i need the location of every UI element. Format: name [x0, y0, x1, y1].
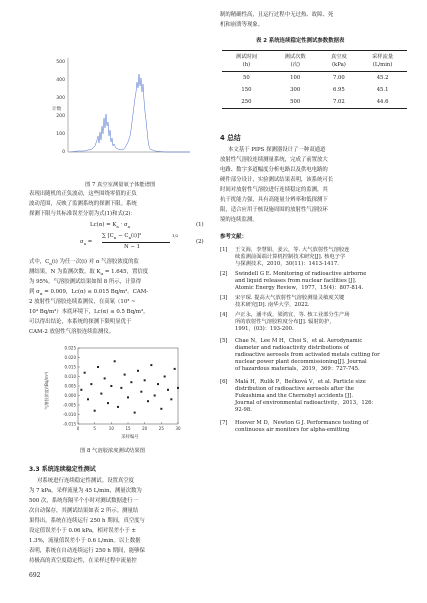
paragraph-line: 对系统进行连续稳定性测试。设置真空度 [37, 478, 135, 484]
reference-line: nuclear power plant decommissioning[J]. Journal [235, 359, 367, 366]
fig8-xtick-label: 15 [125, 426, 131, 431]
equation-2-lhs-sub: a [83, 241, 87, 247]
table-cell: 45.1 [376, 87, 389, 93]
reference-line: 王文海，李慧娟，姜云，等. 大气放射性气溶胶连 [235, 247, 350, 253]
fig8-xlabel: 采样编号 [121, 435, 139, 440]
figure-8-caption: 图 8 气溶胶浓度测试结果图 [80, 448, 146, 454]
reference-item [220, 295, 415, 310]
reference-line: 续监测前面端计算机控制技术研究[J]. 核电子学 [235, 254, 346, 261]
paragraph-line: 为 7 kPa，采样流量为 45 L/min，测量次数为 [29, 488, 142, 494]
table-cell: 6.95 [333, 87, 345, 93]
table-cell: 100 [290, 75, 301, 81]
table-cell: 250 [222, 96, 271, 109]
fig8-xtick-label: 20 [142, 426, 148, 431]
reference-body [235, 420, 413, 434]
equation-1-sub: a [116, 224, 119, 230]
figure-8 [38, 340, 208, 440]
paragraph-line: 果得出，系统在连续运行 250 h 期间，真空度与 [29, 518, 145, 524]
equation-2-num-sub: n [113, 235, 117, 241]
reference-line: 技术研究[D]. 南华大学，2022. [235, 302, 310, 309]
fig8-xtick-label: 5 [93, 426, 96, 431]
reference-line: diameter and radioactivity distributions of [235, 345, 349, 352]
fig8-data-point [84, 372, 86, 374]
paragraph-line: 时间对放射性气溶胶进行连续稳定的监测，其 [220, 187, 328, 193]
paragraph-line: 机和崩溃等现象。 [220, 22, 264, 28]
reference-line: radioactive aerosols from activated metals cutting for [235, 352, 380, 359]
fig8-ytick-label: 0.010 [64, 374, 76, 379]
fig8-data-point [104, 377, 106, 379]
reference-line: 宋宇琛. 提高大气放射性气溶胶测量灵敏度关键 [235, 295, 345, 301]
fig8-xtick-label: 0 [76, 426, 80, 431]
fig8-data-point [124, 374, 126, 376]
header-line: 采样流量 [371, 54, 394, 60]
reference-line: and liquid releases from nuclear facilities [J]. [235, 278, 357, 285]
table-cell: 50 [243, 75, 250, 81]
reference-body [235, 247, 413, 268]
table-cell: 150 [241, 87, 252, 93]
fig8-data-point [164, 376, 166, 378]
fig7-ytick: 400 [56, 78, 65, 83]
paragraph-line: CAM-2 放射性气溶胶连续监测仪。 [29, 329, 115, 335]
fig8-ytick-label: 0.005 [64, 383, 76, 389]
equation-2-power: 1/2 [172, 233, 179, 238]
text-sub: α [39, 291, 43, 297]
reference-item [220, 312, 415, 334]
paragraph-line: 波动范围，反映了监测系统的探测下限。系统 [29, 201, 137, 207]
paragraph-line [29, 269, 148, 277]
paragraph-line: 10⁴ Bq/m³）本底环境下，Lc(α) ≤ 0.5 Bq/m³， [29, 309, 149, 315]
fig8-data-point [87, 398, 89, 400]
equation-2-lhs [80, 239, 92, 247]
equation-2-num-b: − C [116, 233, 129, 239]
fig8-data-point [80, 389, 82, 391]
equation-1 [90, 222, 130, 230]
fig8-data-point [134, 412, 136, 414]
fig8-ytick-label: -0.005 [63, 402, 76, 408]
fig8-data-point [150, 364, 152, 366]
reference-line: 1991，(03)：193-200. [235, 326, 294, 333]
reference-number: [5] [220, 338, 228, 344]
text-run: = 1.645，置信度 [103, 269, 149, 275]
reference-line: 所的放射性气溶胶粒度分布[J]. 辐射防护， [235, 319, 335, 326]
fig8-xtick-label: 10 [108, 426, 114, 431]
fig8-ytick-label: -0.015 [63, 421, 76, 427]
fig8-data-point [137, 370, 139, 372]
reference-line: distribution of radioactive aerosols after the [235, 386, 354, 393]
reference-line: Chae N，Lee M H，Choi S，et al. Aerodynamic [235, 338, 363, 344]
reference-number: [2] [220, 271, 228, 277]
paragraph-line: 探测下限与其标准误差分别为式(1)和式(2)： [29, 211, 136, 217]
fig7-ylabel: 计数 [52, 107, 62, 112]
reference-body [235, 271, 413, 292]
reference-item [220, 420, 415, 435]
paragraph-line: 次自动保存，其测试结果如表 2 所示。测量结 [29, 508, 139, 514]
paragraph-line: 电路、数字多道幅度分析电路以及供电电路的 [220, 167, 328, 173]
reference-body [235, 295, 413, 309]
paragraph-line [29, 259, 139, 267]
paragraph-line: 500 次，系统每隔半个小时对测试数据进行一 [29, 498, 139, 504]
fig8-data-point [110, 385, 112, 387]
equation-2-num-sub2: n [128, 235, 132, 241]
fig8-data-point [160, 408, 162, 410]
header-line: 测试时间 [235, 54, 257, 60]
text-run: = 0.009，Lc(α) ≤ 0.015 Bq/m³。CAM- [42, 289, 149, 295]
paragraph-line: 限，适合应用于核设施周围的放射性气溶胶环 [220, 207, 328, 213]
fig8-data-point [157, 383, 159, 385]
reference-number: [6] [220, 379, 228, 385]
table-row [222, 84, 407, 96]
fig8-data-point [167, 389, 169, 391]
reference-item [220, 338, 415, 375]
fig8-ytick-label: 0.025 [64, 345, 76, 351]
fig8-plot-frame [78, 348, 178, 424]
table-header-cell [320, 51, 359, 72]
table-cell: 500 [271, 96, 320, 109]
fig8-data-point [120, 387, 122, 389]
paragraph-line: 制的精确性高，且运行过程中无过热、故障、死 [220, 12, 334, 18]
equation-2-number: (2) [196, 239, 204, 245]
paragraph-line: 放射性气溶胶连续测量系统，完成了前置放大 [220, 157, 328, 163]
equation-1-number: (1) [196, 222, 204, 228]
equation-1-rest: · σ [118, 222, 128, 228]
paragraph-line: 1.3%，流量值误差小于 0.6 L/min。以上数据 [29, 538, 141, 544]
reference-line: Atomic Energy Review，1977，15(4)：807-814. [235, 285, 364, 292]
fig8-xtick-label: 30 [175, 426, 181, 431]
fig8-data-point [140, 391, 142, 393]
header-line: 真空度 [330, 54, 347, 60]
fig8-data-point [90, 383, 92, 385]
fig7-ytick: 500 [56, 60, 65, 65]
fig8-ylabel: 气溶胶浓度/(Bq/m³) [44, 371, 49, 410]
fig7-ytick: 100 [56, 132, 65, 137]
references-title: 参考文献： [220, 234, 247, 240]
fig7-ytick: 300 [56, 96, 65, 101]
fig8-data-point [130, 381, 132, 383]
figure-7-caption: 图 7 真空室测量氡子体能谱图 [85, 182, 156, 188]
figure-7-spectrum-chart [30, 18, 210, 168]
table-header-cell [222, 51, 271, 72]
fig7-spectrum-line [70, 74, 190, 152]
reference-line: 与探测技术，2010，30(11)：1413-1417. [235, 261, 339, 268]
reference-line: of hazardous materials，2019，369：727-745. [235, 366, 360, 373]
reference-number: [1] [220, 247, 228, 253]
reference-number: [7] [220, 420, 228, 426]
reference-body [235, 312, 413, 333]
equation-2-lhs-sigma: σ [80, 239, 84, 245]
paragraph-line: 硬件部分设计，实验测试结果表明，该系统可长 [220, 177, 334, 183]
reference-line: 92-98. [235, 407, 252, 414]
reference-line: continuous air monitors for alpha-emitting [235, 427, 350, 434]
reference-body [235, 379, 413, 414]
equation-2-fraction-bar [102, 242, 170, 243]
table-cell: 45.2 [376, 75, 389, 81]
figure-7 [30, 18, 210, 168]
fig8-ytick-label: 0.000 [64, 393, 76, 398]
paragraph-line [29, 289, 148, 297]
table-cell: 7.02 [320, 96, 359, 109]
fig8-data-point [170, 398, 172, 400]
reference-number: [4] [220, 312, 228, 318]
table-cell: 7.00 [333, 75, 345, 81]
header-line: (L/min) [372, 62, 393, 68]
table-header-cell [358, 51, 407, 72]
equation-1-lhs: Lc(α) = K [90, 222, 117, 228]
fig8-data-point [154, 395, 156, 397]
equation-2-numerator [102, 233, 141, 241]
paragraph-line: 2 放射性气溶胶连续监测仪，在高氡（10³ ~ [29, 299, 136, 305]
fig8-data-point [100, 393, 102, 395]
paragraph-line: 设定值误差小于 0.06 kPa，相对误差小于 ± [29, 528, 136, 534]
fig8-data-point [107, 402, 109, 404]
paragraph-line: 本文基于 PIPS 探测器设计了一种双通道 [228, 147, 326, 153]
reference-body [235, 338, 413, 373]
equation-2-denominator: N − 1 [124, 244, 141, 250]
table-cell: 300 [290, 87, 301, 93]
reference-line: Hoover M D，Newton G J. Performance testing of [235, 420, 369, 426]
fig8-data-point [177, 387, 179, 389]
equation-2-lhs-eq: = [86, 239, 93, 245]
reference-line: 卢正永，潘丰成，梁鸿宜，等. 核工业部分生产场 [235, 312, 350, 318]
table-2 [222, 50, 407, 109]
table-2-title: 表 2 系统连续稳定性测试参数数据表 [256, 38, 345, 44]
table-cell: 44.6 [358, 96, 407, 109]
header-line: (h) [242, 62, 251, 68]
fig7-ytick: 200 [56, 114, 65, 119]
paragraph-line: 为 95%。气溶胶测试结果如图 8 所示，计算得 [29, 279, 142, 285]
text-run: (i) 为任一次(i) 对 α 气溶胶浓度的监 [51, 259, 139, 265]
reference-line: Swindell G E. Monitoring of radioactive airborne [235, 271, 367, 277]
table-header-row [222, 51, 407, 72]
header-line: (次) [290, 62, 300, 68]
reference-line: Malá H，Rulík P，Bečková V，et al. Particle size [235, 379, 366, 385]
text-run: 式中，C [29, 259, 50, 265]
table-row [222, 96, 407, 109]
fig8-ytick-label: 0.015 [64, 364, 76, 370]
page-number: 692 [29, 572, 41, 579]
fig8-data-point [127, 396, 129, 398]
fig8-data-point [114, 360, 116, 362]
header-line: (kPa) [331, 62, 346, 68]
fig8-data-point [97, 366, 99, 368]
equation-2-num-c: (i)]² [131, 233, 142, 239]
fig8-data-point [144, 379, 146, 381]
equation-1-sub2: a [127, 224, 131, 230]
section-4-title: 4 总结 [220, 134, 241, 142]
text-sub: α [100, 271, 104, 277]
fig8-data-point [147, 400, 149, 402]
text-run: 测结果，N 为监测次数。取 K [29, 269, 101, 275]
paragraph-line: 可以得出结论，本系统的探测下限明显优于 [29, 319, 132, 325]
fig8-xtick-label: 25 [158, 426, 164, 431]
header-line: 测试次数 [284, 54, 306, 60]
paragraph-line: 持极高的真空度稳定性，在采样过程中流量控 [29, 558, 137, 564]
paragraph-line: 抗干扰能力强，具有高能量分辨率和低探测下 [220, 197, 328, 203]
text-run: 到 σ [29, 289, 40, 295]
reference-number: [3] [220, 295, 228, 301]
fig8-ytick-label: -0.010 [63, 412, 76, 417]
table-header-cell [271, 51, 320, 72]
reference-item [220, 271, 415, 293]
table-row [222, 72, 407, 85]
paragraph-line: 境的连续监测。 [220, 217, 258, 223]
paragraph-line: 表现出随机的正负波动，这些围绕零值的正负 [29, 191, 137, 197]
figure-8-scatter-chart [38, 340, 208, 440]
text-sub: n [49, 261, 52, 267]
section-3-3-title: 3.3 系统连续稳定性测试 [29, 466, 96, 473]
fig8-data-point [94, 410, 96, 412]
reference-item [220, 247, 415, 269]
fig8-data-point [117, 406, 119, 408]
paragraph-line: 表明，系统在自动连续运行 250 h 期间，能够保 [29, 548, 145, 554]
fig7-ytick: 0 [62, 150, 65, 155]
reference-item [220, 379, 415, 416]
reference-line: Journal of environmental radioactivity，2013，126： [235, 400, 377, 407]
reference-line: Fukushima and the Chernobyl accidents [J]. [235, 393, 354, 400]
fig8-data-point [174, 368, 176, 370]
equation-2-num-a: ∑ [C [102, 233, 114, 239]
fig8-ytick-label: 0.020 [64, 355, 76, 360]
equation-2 [80, 232, 200, 256]
